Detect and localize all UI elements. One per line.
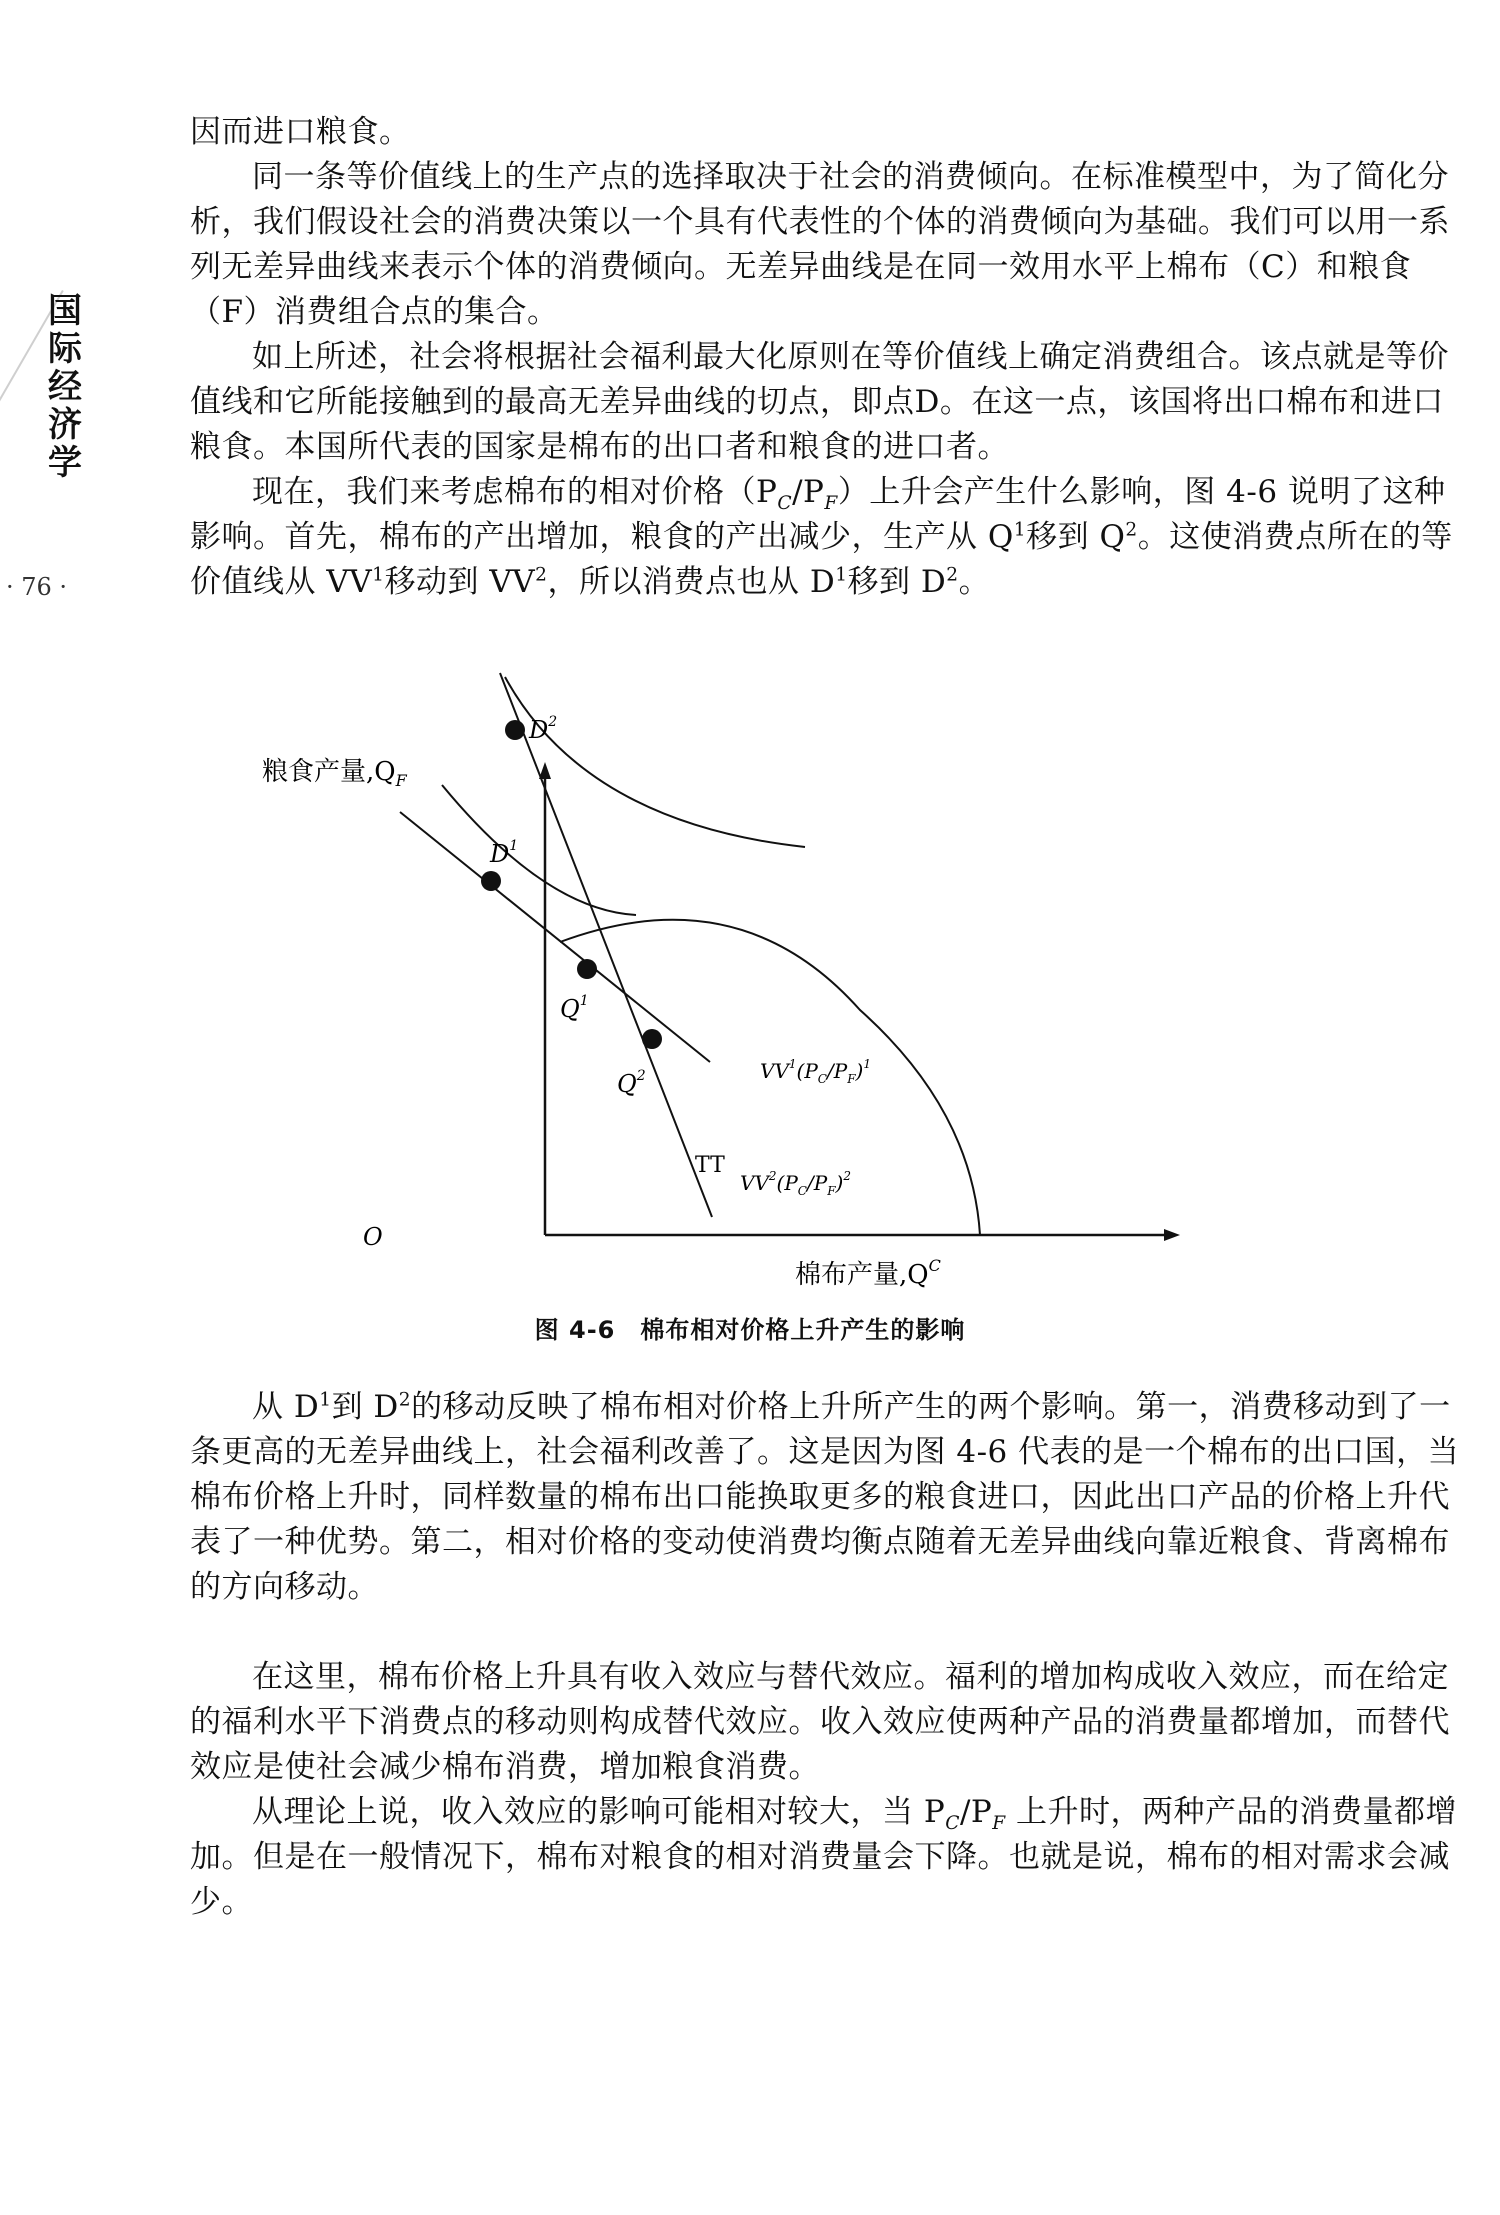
paragraph-2: 如上所述，社会将根据社会福利最大化原则在等价值线上确定消费组合。该点就是等价值线和它所能接触到的最高无差异曲线的切点，即点D。在这一点，该国将出口棉布和进口粮食。本国所代表的国家是棉布的出口者和粮食的进口者。 — [190, 339, 1449, 465]
y-axis-label: 粮食产量$,Q_F$ — [262, 757, 407, 790]
label-vv1: $VV^1(P_C/P_F)^1$ — [760, 1057, 871, 1086]
label-d1: $D^1$ — [490, 838, 519, 868]
page-number: · 76 · — [6, 573, 68, 601]
paragraph-1: 同一条等价值线上的生产点的选择取决于社会的消费倾向。在标准模型中，为了简化分析，我们假设社会的消费决策以一个具有代表性的个体的消费倾向为基础。我们可以用一系列无差异曲线来表示个体的消费倾向。无差异曲线是在同一效用水平上棉布（C）和粮食（F）消费组合点的集合。 — [190, 159, 1450, 330]
vv2-line — [500, 673, 712, 1217]
x-axis-label: 棉布产量$,Q^C$ — [795, 1256, 941, 1290]
paragraph-4: 从 $D^1$到 $D^2$的移动反映了棉布相对价格上升所产生的两个影响。第一，消费移动到了一条更高的无差异曲线上，社会福利改善了。这是因为图 4-6 代表的是一个棉布的出口国，当棉布价格上升时，同样数量的棉布出口能换取更多的粮食进口，因此出口产品的价格上升代表了一种优势。第二，相对价格的变动使消费均衡点随着无差异曲线向靠近粮食、背离棉布的方向移动。 — [190, 1389, 1460, 1605]
x-axis-arrow — [1164, 1229, 1180, 1241]
point-q1 — [577, 959, 597, 979]
label-q2: $Q^2$ — [617, 1068, 646, 1098]
point-q2 — [642, 1029, 662, 1049]
figure-4-6 — [262, 680, 1300, 1300]
point-d1 — [481, 871, 501, 891]
paragraph-0: 因而进口粮食。 — [190, 114, 411, 150]
label-tt: TT — [695, 1153, 725, 1178]
indifference-curve-d1 — [442, 785, 636, 915]
vv1-line — [400, 812, 710, 1062]
paragraph-3: 现在，我们来考虑棉布的相对价格$(P_C/P_F)$上升会产生什么影响，图 4-6 说明了这种影响。首先，棉布的产出增加，粮食的产出减少，生产从 $Q^1$移到 $Q^2$。这使消费点所在的等价值线从 $VV^1$移动到 $VV^2$，所以消费点也从 $D^1$移到 $D^2$。 — [190, 474, 1453, 600]
indifference-curve-d2 — [505, 677, 805, 847]
origin-label: O — [363, 1223, 383, 1251]
label-vv2: $VV^2(P_C/P_F)^2$ — [740, 1169, 851, 1198]
label-q1: $Q^1$ — [560, 993, 589, 1023]
figure-caption: 图 4-6 棉布相对价格上升产生的影响 — [534, 1316, 966, 1344]
point-d2 — [505, 720, 525, 740]
side-book-title: 国际经济学 — [48, 291, 82, 483]
paragraph-6: 从理论上说，收入效应的影响可能相对较大，当 $P_C/P_F$ 上升时，两种产品的消费量都增加。但是在一般情况下，棉布对粮食的相对消费量会下降。也就是说，棉布的相对需求会减少。 — [190, 1794, 1458, 1920]
label-d2: $D^2$ — [529, 714, 558, 744]
paragraph-5: 在这里，棉布价格上升具有收入效应与替代效应。福利的增加构成收入效应，而在给定的福利水平下消费点的移动则构成替代效应。收入效应使两种产品的消费量都增加，而替代效应是使社会减少棉布消费，增加粮食消费。 — [190, 1659, 1450, 1785]
